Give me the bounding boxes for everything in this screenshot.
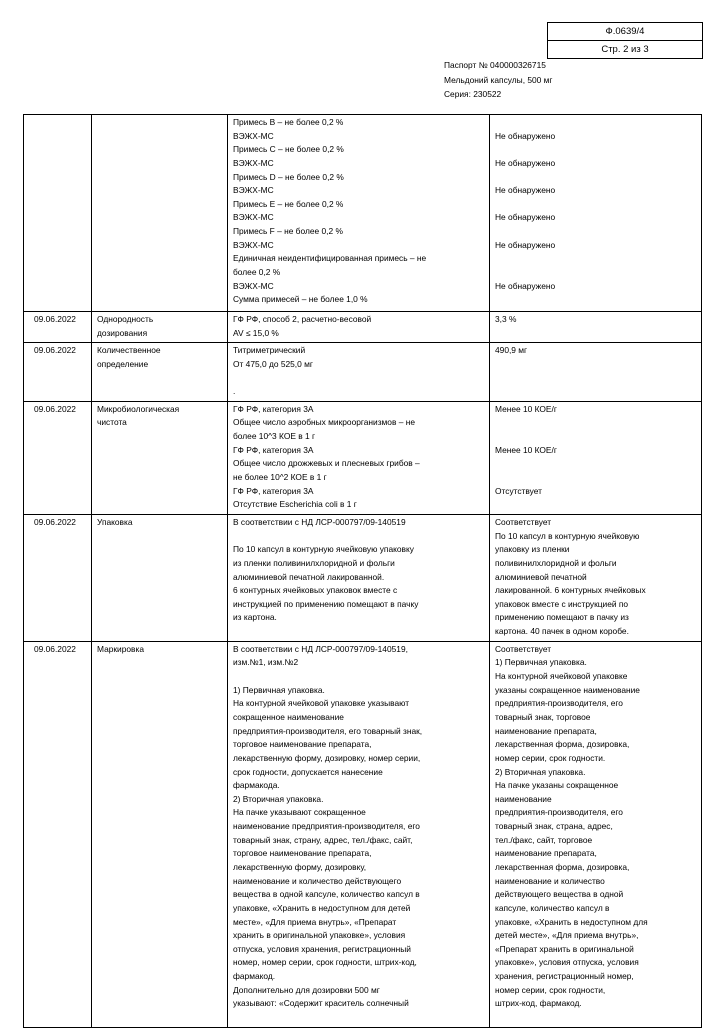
test-result-cell	[490, 343, 702, 402]
test-method-line: ВЭЖХ-МС	[233, 157, 274, 168]
test-result-line: действующего вещества в одной	[495, 889, 624, 900]
test-result-line: Отсутствует	[495, 485, 542, 496]
test-name-line: определение	[97, 358, 149, 369]
test-name-cell	[92, 115, 228, 312]
test-result-line	[495, 266, 696, 280]
table-row	[24, 312, 702, 343]
test-method-line: Примесь E – не более 0,2 %	[233, 198, 344, 209]
test-result-line: наименование препарата,	[495, 725, 597, 736]
test-method-line: товарный знак, страну, адрес, тел./факс, сайт,	[233, 834, 413, 845]
test-result-line: Не обнаружено	[495, 185, 556, 196]
test-date-cell	[24, 115, 92, 312]
test-result-line: хранения, регистрационный номер,	[495, 971, 634, 982]
test-method-line: торговое наименование препарата,	[233, 739, 372, 750]
test-method-cell	[228, 514, 490, 641]
test-name-cell	[92, 401, 228, 514]
test-method-line: ВЭЖХ-МС	[233, 280, 274, 291]
test-result-line: Менее 10 КОЕ/г	[495, 403, 557, 414]
test-method-line: наименование предприятия-производителя, его	[233, 821, 420, 832]
test-result-line	[495, 252, 696, 266]
test-result-line	[495, 171, 696, 185]
test-name-cell	[92, 343, 228, 402]
test-method-line: Общее число аэробных микроорганизмов – не	[233, 417, 416, 428]
passport-number: Паспорт № 040000326715	[444, 60, 546, 70]
test-method-line: ВЭЖХ-МС	[233, 212, 274, 223]
test-method-line: Отсутствие Escherichia coli в 1 г	[233, 499, 357, 510]
test-method-line: ВЭЖХ-МС	[233, 239, 274, 250]
test-result-line: поливинилхлоридной и фольги	[495, 557, 617, 568]
test-result-line	[495, 471, 696, 485]
test-date-cell	[24, 343, 92, 402]
test-method-line: торговое наименование препарата,	[233, 848, 372, 859]
test-name-line: Упаковка	[97, 516, 133, 527]
test-method-line: сокращенное наименование	[233, 711, 344, 722]
table-row	[24, 115, 702, 312]
test-method-line: изм.№1, изм.№2	[233, 657, 299, 668]
test-method-line: отпуска, условия хранения, регистрационный	[233, 943, 411, 954]
test-method-line: AV ≤ 15,0 %	[233, 327, 279, 338]
passport-info	[444, 58, 552, 102]
test-method-line: 6 контурных ячейковых упаковок вместе с	[233, 585, 398, 596]
test-result-line: Не обнаружено	[495, 212, 556, 223]
test-method-line: лекарственную форму, дозировку,	[233, 861, 367, 872]
test-result-line: Соответствует	[495, 516, 552, 527]
test-result-line: наименование	[495, 793, 552, 804]
test-name-line: Маркировка	[97, 643, 144, 654]
test-result-line: «Препарат хранить в оригинальной	[495, 943, 634, 954]
test-method-line: срок годности, допускается нанесение	[233, 766, 383, 777]
test-method-line	[233, 670, 484, 684]
test-result-line: алюминиевой печатной	[495, 571, 587, 582]
test-result-cell	[490, 514, 702, 641]
test-result-line: упаковок вместе с инструкцией по	[495, 598, 629, 609]
test-method-line: инструкцией по применению помещают в пачку	[233, 598, 419, 609]
test-result-line: лекарственная форма, дозировка,	[495, 861, 630, 872]
test-method-line: 1) Первичная упаковка.	[233, 684, 325, 695]
test-method-line: В соответствии с НД ЛСР-000797/09-140519	[233, 516, 406, 527]
batch-number: Серия: 230522	[444, 89, 502, 99]
test-result-line: указаны сокращенное наименование	[495, 684, 640, 695]
test-method-line: По 10 капсул в контурную ячейковую упаковку	[233, 544, 414, 555]
test-result-line: наименование препарата,	[495, 848, 597, 859]
test-method-line: упаковке, «Хранить в недоступном для детей	[233, 902, 411, 913]
form-code-box	[547, 22, 703, 59]
test-method-line: фармакод.	[233, 971, 276, 982]
test-date: 09.06.2022	[34, 516, 76, 527]
test-method-cell	[228, 401, 490, 514]
product-name: Мельдоний капсулы, 500 мг	[444, 74, 553, 85]
test-method-line: лекарственную форму, дозировку, номер серии,	[233, 752, 421, 763]
table-row	[24, 641, 702, 1027]
test-result-line	[495, 225, 696, 239]
test-method-line: ВЭЖХ-МС	[233, 185, 274, 196]
test-name-cell	[92, 312, 228, 343]
test-method-line: хранить в оригинальной упаковке», условия	[233, 930, 406, 941]
test-method-line: фармакода.	[233, 780, 280, 791]
quality-test-table	[23, 114, 702, 1028]
test-method-line	[233, 372, 484, 386]
test-result-line: На пачке указаны сокращенное	[495, 780, 619, 791]
test-result-line: 3,3 %	[495, 314, 517, 324]
test-result-line	[495, 143, 696, 157]
test-result-line: Не обнаружено	[495, 130, 556, 141]
test-method-line: ВЭЖХ-МС	[233, 130, 274, 141]
test-method-line: Примесь F – не более 0,2 %	[233, 226, 343, 237]
test-date-cell	[24, 312, 92, 343]
test-name-line: Микробиологическая	[97, 403, 180, 414]
test-result-line: По 10 капсул в контурную ячейковую	[495, 530, 640, 541]
test-result-line: капсуле, количество капсул в	[495, 902, 610, 913]
test-method-line: номер, номер серии, срок годности, штрих-код,	[233, 957, 417, 968]
test-date	[34, 116, 86, 130]
page-info: Стр. 2 из 3	[548, 40, 702, 58]
test-result-cell	[490, 641, 702, 1027]
test-result-line: Не обнаружено	[495, 280, 556, 291]
test-method-cell	[228, 641, 490, 1027]
test-result-line: На контурной ячейковой упаковке	[495, 671, 628, 682]
test-date: 09.06.2022	[34, 345, 76, 356]
test-method-line: более 10^3 КОЕ в 1 г	[233, 431, 316, 442]
test-method-line: 2) Вторичная упаковка.	[233, 793, 324, 804]
test-name-cell	[92, 641, 228, 1027]
test-method-line: От 475,0 до 525,0 мг	[233, 358, 313, 369]
test-method-line: ГФ РФ, категория 3А	[233, 403, 314, 414]
test-name-line: чистота	[97, 417, 127, 428]
test-name-line: дозирования	[97, 327, 148, 338]
test-result-line: товарный знак, страна, адрес,	[495, 821, 613, 832]
table-row	[24, 343, 702, 402]
test-result-line: товарный знак, торговое	[495, 711, 591, 722]
test-method-cell	[228, 115, 490, 312]
test-method-line: ГФ РФ, категория 3А	[233, 444, 314, 455]
test-result-line: упаковке», условия отпуска, условия	[495, 957, 639, 968]
test-result-line: картона. 40 пачек в одном коробе.	[495, 626, 629, 637]
test-date-cell	[24, 641, 92, 1027]
test-method-line	[233, 530, 484, 544]
test-method-line: алюминиевой печатной лакированной.	[233, 571, 385, 582]
test-method-line: месте», «Для приема внутрь», «Препарат	[233, 916, 397, 927]
test-method-line: Сумма примесей – не более 1,0 %	[233, 294, 368, 305]
test-method-line: Единичная неидентифицированная примесь – не	[233, 253, 427, 264]
test-result-cell	[490, 401, 702, 514]
test-date-cell	[24, 514, 92, 641]
test-result-line: упаковке, «Хранить в недоступном для	[495, 916, 648, 927]
test-method-line: не более 10^2 КОЕ в 1 г	[233, 472, 327, 483]
test-result-line: Не обнаружено	[495, 157, 556, 168]
test-method-line: наименование и количество действующего	[233, 875, 402, 886]
test-result-cell	[490, 115, 702, 312]
test-method-line: предприятия-производителя, его товарный знак,	[233, 725, 423, 736]
test-name-line: Однородность	[97, 314, 154, 324]
test-result-line	[495, 430, 696, 444]
test-result-line: штрих-код, фармакод.	[495, 998, 582, 1009]
test-result-line: наименование и количество	[495, 875, 605, 886]
test-date-cell	[24, 401, 92, 514]
test-method-line: Общее число дрожжевых и плесневых грибов –	[233, 458, 420, 469]
test-method-line: Примесь B – не более 0,2 %	[233, 117, 344, 127]
test-result-line: детей месте», «Для приема внутрь»,	[495, 930, 639, 941]
test-method-line: В соответствии с НД ЛСР-000797/09-140519,	[233, 643, 408, 654]
test-result-line: предприятия-производителя, его	[495, 698, 623, 709]
test-method-line: ГФ РФ, способ 2, расчетно-весовой	[233, 314, 372, 324]
test-method-line: из пленки поливинилхлоридной и фольги	[233, 557, 395, 568]
test-method-cell	[228, 343, 490, 402]
test-method-line: .	[233, 386, 236, 397]
test-method-line: вещества в одной капсуле, количество капсул в	[233, 889, 420, 900]
test-result-line	[495, 293, 696, 307]
table-body	[24, 115, 702, 1028]
test-result-line: номер серии, срок годности,	[495, 984, 606, 995]
test-result-line: 1) Первичная упаковка.	[495, 657, 587, 668]
test-result-line: применению помещают в пачку из	[495, 612, 629, 623]
test-result-cell	[490, 312, 702, 343]
test-result-line: Менее 10 КОЕ/г	[495, 444, 557, 455]
form-code: Ф.0639/4	[605, 26, 645, 37]
test-name-line: Количественное	[97, 345, 161, 356]
test-method-line: Примесь C – не более 0,2 %	[233, 144, 344, 155]
test-result-line: 2) Вторичная упаковка.	[495, 766, 586, 777]
test-method-line: указывают: «Содержит краситель солнечный	[233, 998, 409, 1009]
test-method-line: На пачке указывают сокращенное	[233, 807, 366, 818]
test-date: 09.06.2022	[34, 314, 76, 324]
test-method-line: Дополнительно для дозировки 500 мг	[233, 984, 380, 995]
test-result-line: упаковку из пленки	[495, 544, 570, 555]
test-result-line: тел./факс, сайт, торговое	[495, 834, 593, 845]
table-row	[24, 401, 702, 514]
test-result-line: номер серии, срок годности.	[495, 752, 606, 763]
test-method-line: ГФ РФ, категория 3А	[233, 485, 314, 496]
test-result-line	[495, 457, 696, 471]
test-date: 09.06.2022	[34, 403, 76, 414]
test-method-line: Титриметрический	[233, 345, 306, 356]
test-result-line: лакированной. 6 контурных ячейковых	[495, 585, 646, 596]
test-result-line	[495, 416, 696, 430]
test-result-line: Не обнаружено	[495, 239, 556, 250]
test-result-line	[495, 116, 696, 130]
test-date: 09.06.2022	[34, 643, 76, 654]
test-name-cell	[92, 514, 228, 641]
test-result-line: предприятия-производителя, его	[495, 807, 623, 818]
test-result-line: лекарственная форма, дозировка,	[495, 739, 630, 750]
test-method-line: Примесь D – не более 0,2 %	[233, 171, 344, 182]
test-method-line: из картона.	[233, 612, 277, 623]
test-method-cell	[228, 312, 490, 343]
table-row	[24, 514, 702, 641]
test-result-line: 490,9 мг	[495, 345, 528, 356]
test-result-line: Соответствует	[495, 643, 552, 654]
test-result-line	[495, 198, 696, 212]
test-method-line: На контурной ячейковой упаковке указывают	[233, 698, 410, 709]
test-method-line: более 0,2 %	[233, 267, 281, 278]
